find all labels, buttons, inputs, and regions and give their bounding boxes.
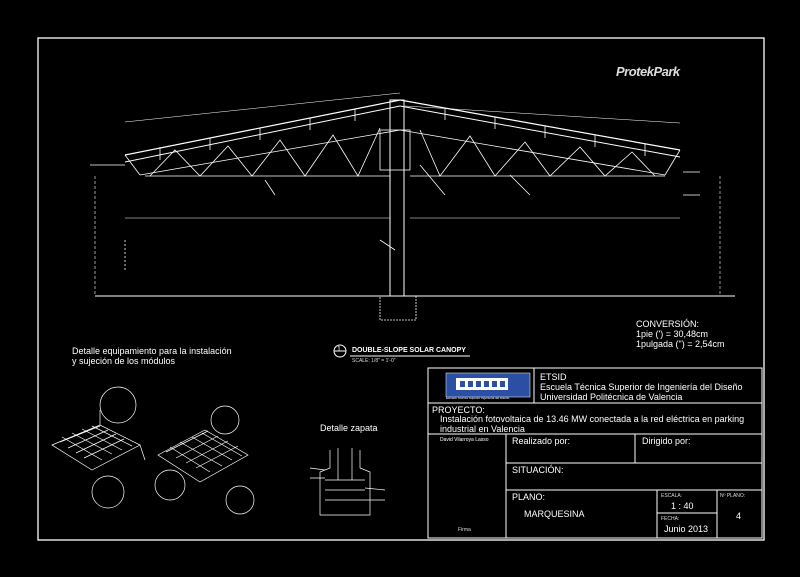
sheet-border [38,38,764,540]
author-name: David Vilarroya Lasso [440,437,489,443]
conversion-title: CONVERSIÓN: [636,319,700,329]
footing-detail-title: Detalle zapata [320,423,378,433]
footing-detail [310,448,385,515]
etsid-logo-caption: Escuela Técnica Superior Ingeniería del Diseño [446,396,510,400]
equipment-detail-title: Detalle equipamiento para la instalación [72,346,232,356]
plan-number: 4 [736,511,742,521]
plan-label: PLANO: [512,492,546,502]
school-short: ETSID [540,372,567,382]
plan-number-label: Nº PLANO: [720,493,746,499]
university-name: Universidad Politécnica de Valencia [540,392,683,402]
canopy-scale: SCALE: 1/8" = 1'-0" [352,358,396,364]
protekpark-logo: ProtekPark [616,64,680,79]
conversion-feet: 1pie (') = 30,48cm [636,329,709,339]
project-line-2: industrial en Valencia [440,424,525,434]
conversion-inch: 1pulgada (") = 2,54cm [636,339,725,349]
canopy-title: DOUBLE-SLOPE SOLAR CANOPY [352,347,466,354]
date-label: FECHA: [661,516,680,522]
scale-label: ESCALA: [661,493,683,499]
date-value: Junio 2013 [664,524,709,534]
scale-value: 1 : 40 [671,501,694,511]
project-line-1: Instalación fotovoltaica de 13.46 MW conectada a la red eléctrica en parking [440,414,745,424]
canopy-number: 1 [337,346,341,353]
module-mounting-detail [52,387,254,514]
signature-label: Firma [458,527,471,533]
directed-by-label: Dirigido por: [642,436,691,446]
canopy-elevation [90,93,735,320]
project-label: PROYECTO: [432,405,485,415]
school-name: Escuela Técnica Superior de Ingeniería del Diseño [540,382,743,392]
made-by-label: Realizado por: [512,436,571,446]
situation-label: SITUACIÓN: [512,465,564,475]
equipment-detail-subtitle: y sujeción de los módulos [72,356,176,366]
plan-name: MARQUESINA [524,509,585,519]
